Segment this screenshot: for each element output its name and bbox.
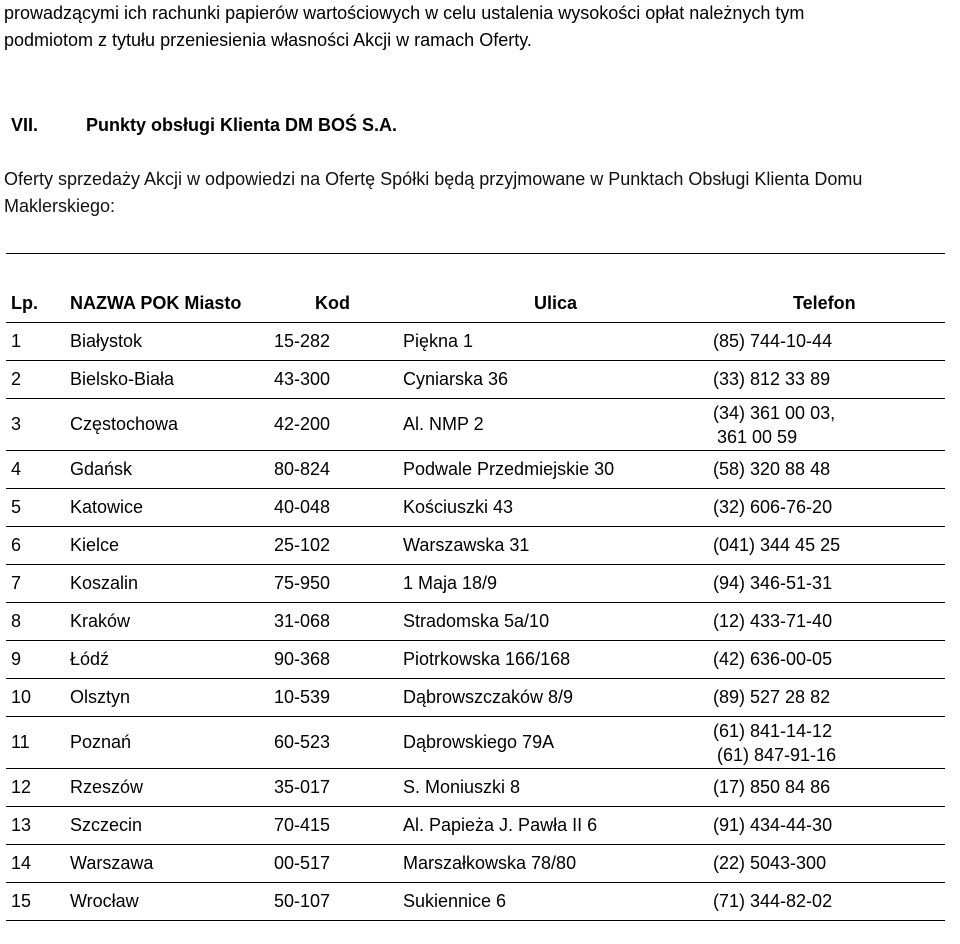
cell-code: 00-517 (274, 853, 331, 873)
cell-city: Katowice (70, 497, 144, 517)
cell-lp: 5 (11, 497, 22, 517)
table-header-row (6, 254, 945, 323)
body-paragraph: Oferty sprzedaży Akcji w odpowiedzi na Ofertę Spółki będą przyjmowane w Punktach Obsługi Klienta Domu Maklerskiego: (4, 169, 863, 216)
table-row (6, 527, 945, 565)
cell-city: Łódź (70, 649, 110, 669)
table-row (6, 641, 945, 679)
cell-city: Olsztyn (70, 687, 131, 707)
header-lp: Lp. (11, 293, 38, 313)
cell-lp: 12 (11, 777, 32, 797)
cell-phone (713, 883, 832, 920)
table-row (6, 679, 945, 717)
cell-code: 10-539 (274, 687, 331, 707)
cell-lp: 10 (11, 687, 32, 707)
cell-phone (713, 451, 830, 488)
cell-phone (713, 323, 832, 360)
cell-lp: 8 (11, 611, 22, 631)
cell-lp: 13 (11, 815, 32, 835)
intro-line-1: prowadzącymi ich rachunki papierów wartościowych w celu ustalenia wysokości opłat należnych tym (4, 3, 805, 23)
cell-street: Al. Papieża J. Pawła II 6 (403, 815, 598, 835)
cell-phone (713, 361, 830, 398)
cell-lp: 7 (11, 573, 22, 593)
cell-city: Wrocław (70, 891, 139, 911)
cell-lp: 15 (11, 891, 32, 911)
cell-city: Kraków (70, 611, 131, 631)
cell-street: Al. NMP 2 (403, 414, 484, 434)
cell-street: 1 Maja 18/9 (403, 573, 498, 593)
cell-street: Piotrkowska 166/168 (403, 649, 571, 669)
table-row (6, 361, 945, 399)
cell-lp: 11 (11, 732, 30, 752)
cell-code: 50-107 (274, 891, 331, 911)
cell-lp: 14 (11, 853, 32, 873)
phone-line: (17) 850 84 86 (713, 777, 831, 797)
cell-street: Marszałkowska 78/80 (403, 853, 577, 873)
cell-lp: 4 (11, 459, 22, 479)
table-row (6, 451, 945, 489)
cell-lp: 3 (11, 414, 22, 434)
cell-code: 40-048 (274, 497, 331, 517)
table-row (6, 323, 945, 361)
phone-line: (58) 320 88 48 (713, 459, 831, 479)
cell-phone (713, 565, 832, 602)
header-street: Ulica (534, 293, 578, 313)
cell-lp: 1 (11, 331, 22, 351)
cell-code: 70-415 (274, 815, 331, 835)
phone-line: (89) 527 28 82 (713, 687, 831, 707)
cell-city: Rzeszów (70, 777, 144, 797)
cell-phone (713, 489, 832, 526)
cell-code: 60-523 (274, 732, 331, 752)
table-row (6, 399, 945, 451)
section-heading (0, 113, 960, 137)
cell-city: Warszawa (70, 853, 154, 873)
cell-street: Sukiennice 6 (403, 891, 507, 911)
phone-line: (85) 744-10-44 (713, 331, 833, 351)
cell-street: Cyniarska 36 (403, 369, 509, 389)
cell-phone (713, 717, 836, 768)
cell-code: 90-368 (274, 649, 331, 669)
cell-street: Kościuszki 43 (403, 497, 514, 517)
section-number: VII. (11, 115, 39, 135)
table-row (6, 845, 945, 883)
table-row (6, 489, 945, 527)
table-row (6, 565, 945, 603)
cell-street: Podwale Przedmiejskie 30 (403, 459, 615, 479)
phone-line: 361 00 59 (717, 426, 798, 447)
cell-phone (713, 769, 830, 806)
cell-city: Gdańsk (70, 459, 133, 479)
cell-street: Dąbrowskiego 79A (403, 732, 555, 752)
cell-phone (713, 679, 830, 716)
phone-line: (42) 636-00-05 (713, 649, 833, 669)
intro-text (4, 0, 958, 54)
phone-line: (22) 5043-300 (713, 853, 827, 873)
cell-street: Dąbrowszczaków 8/9 (403, 687, 574, 707)
table-row (6, 807, 945, 845)
cell-phone (713, 399, 835, 450)
cell-city: Częstochowa (70, 414, 179, 434)
cell-city: Białystok (70, 331, 143, 351)
cell-lp: 9 (11, 649, 22, 669)
cell-code: 80-824 (274, 459, 331, 479)
phone-line: (61) 841-14-12 (713, 720, 833, 741)
cell-phone (713, 845, 826, 882)
section-title: Punkty obsługi Klienta DM BOŚ S.A. (86, 115, 398, 135)
cell-code: 31-068 (274, 611, 331, 631)
phone-line: (94) 346-51-31 (713, 573, 833, 593)
header-phone: Telefon (793, 293, 856, 313)
header-code: Kod (315, 293, 350, 313)
intro-line-2: podmiotom z tytułu przeniesienia własności Akcji w ramach Oferty. (4, 30, 532, 50)
cell-code: 25-102 (274, 535, 331, 555)
header-city: NAZWA POK Miasto (70, 293, 242, 313)
phone-line: (33) 812 33 89 (713, 369, 831, 389)
cell-street: Piękna 1 (403, 331, 474, 351)
cell-street: S. Moniuszki 8 (403, 777, 521, 797)
cell-lp: 6 (11, 535, 22, 555)
phone-line: (12) 433-71-40 (713, 611, 833, 631)
cell-phone (713, 527, 840, 564)
table-row (6, 769, 945, 807)
phone-line: (34) 361 00 03, (713, 402, 836, 423)
table-row (6, 603, 945, 641)
table-body (6, 323, 945, 921)
table-row (6, 717, 945, 769)
cell-phone (713, 603, 832, 640)
phone-line: (041) 344 45 25 (713, 535, 841, 555)
phone-line: (61) 847-91-16 (717, 744, 837, 765)
cell-city: Poznań (70, 732, 132, 752)
cell-city: Kielce (70, 535, 120, 555)
cell-code: 75-950 (274, 573, 331, 593)
cell-street: Stradomska 5a/10 (403, 611, 550, 631)
poi-table (6, 253, 945, 921)
cell-lp: 2 (11, 369, 22, 389)
cell-street: Warszawska 31 (403, 535, 530, 555)
cell-city: Koszalin (70, 573, 139, 593)
cell-phone (713, 807, 832, 844)
phone-line: (91) 434-44-30 (713, 815, 833, 835)
cell-city: Szczecin (70, 815, 143, 835)
table-row (6, 883, 945, 921)
phone-line: (32) 606-76-20 (713, 497, 833, 517)
cell-phone (713, 641, 832, 678)
cell-city: Bielsko-Biała (70, 369, 175, 389)
cell-code: 35-017 (274, 777, 331, 797)
cell-code: 43-300 (274, 369, 331, 389)
cell-code: 42-200 (274, 414, 331, 434)
phone-line: (71) 344-82-02 (713, 891, 833, 911)
cell-code: 15-282 (274, 331, 331, 351)
